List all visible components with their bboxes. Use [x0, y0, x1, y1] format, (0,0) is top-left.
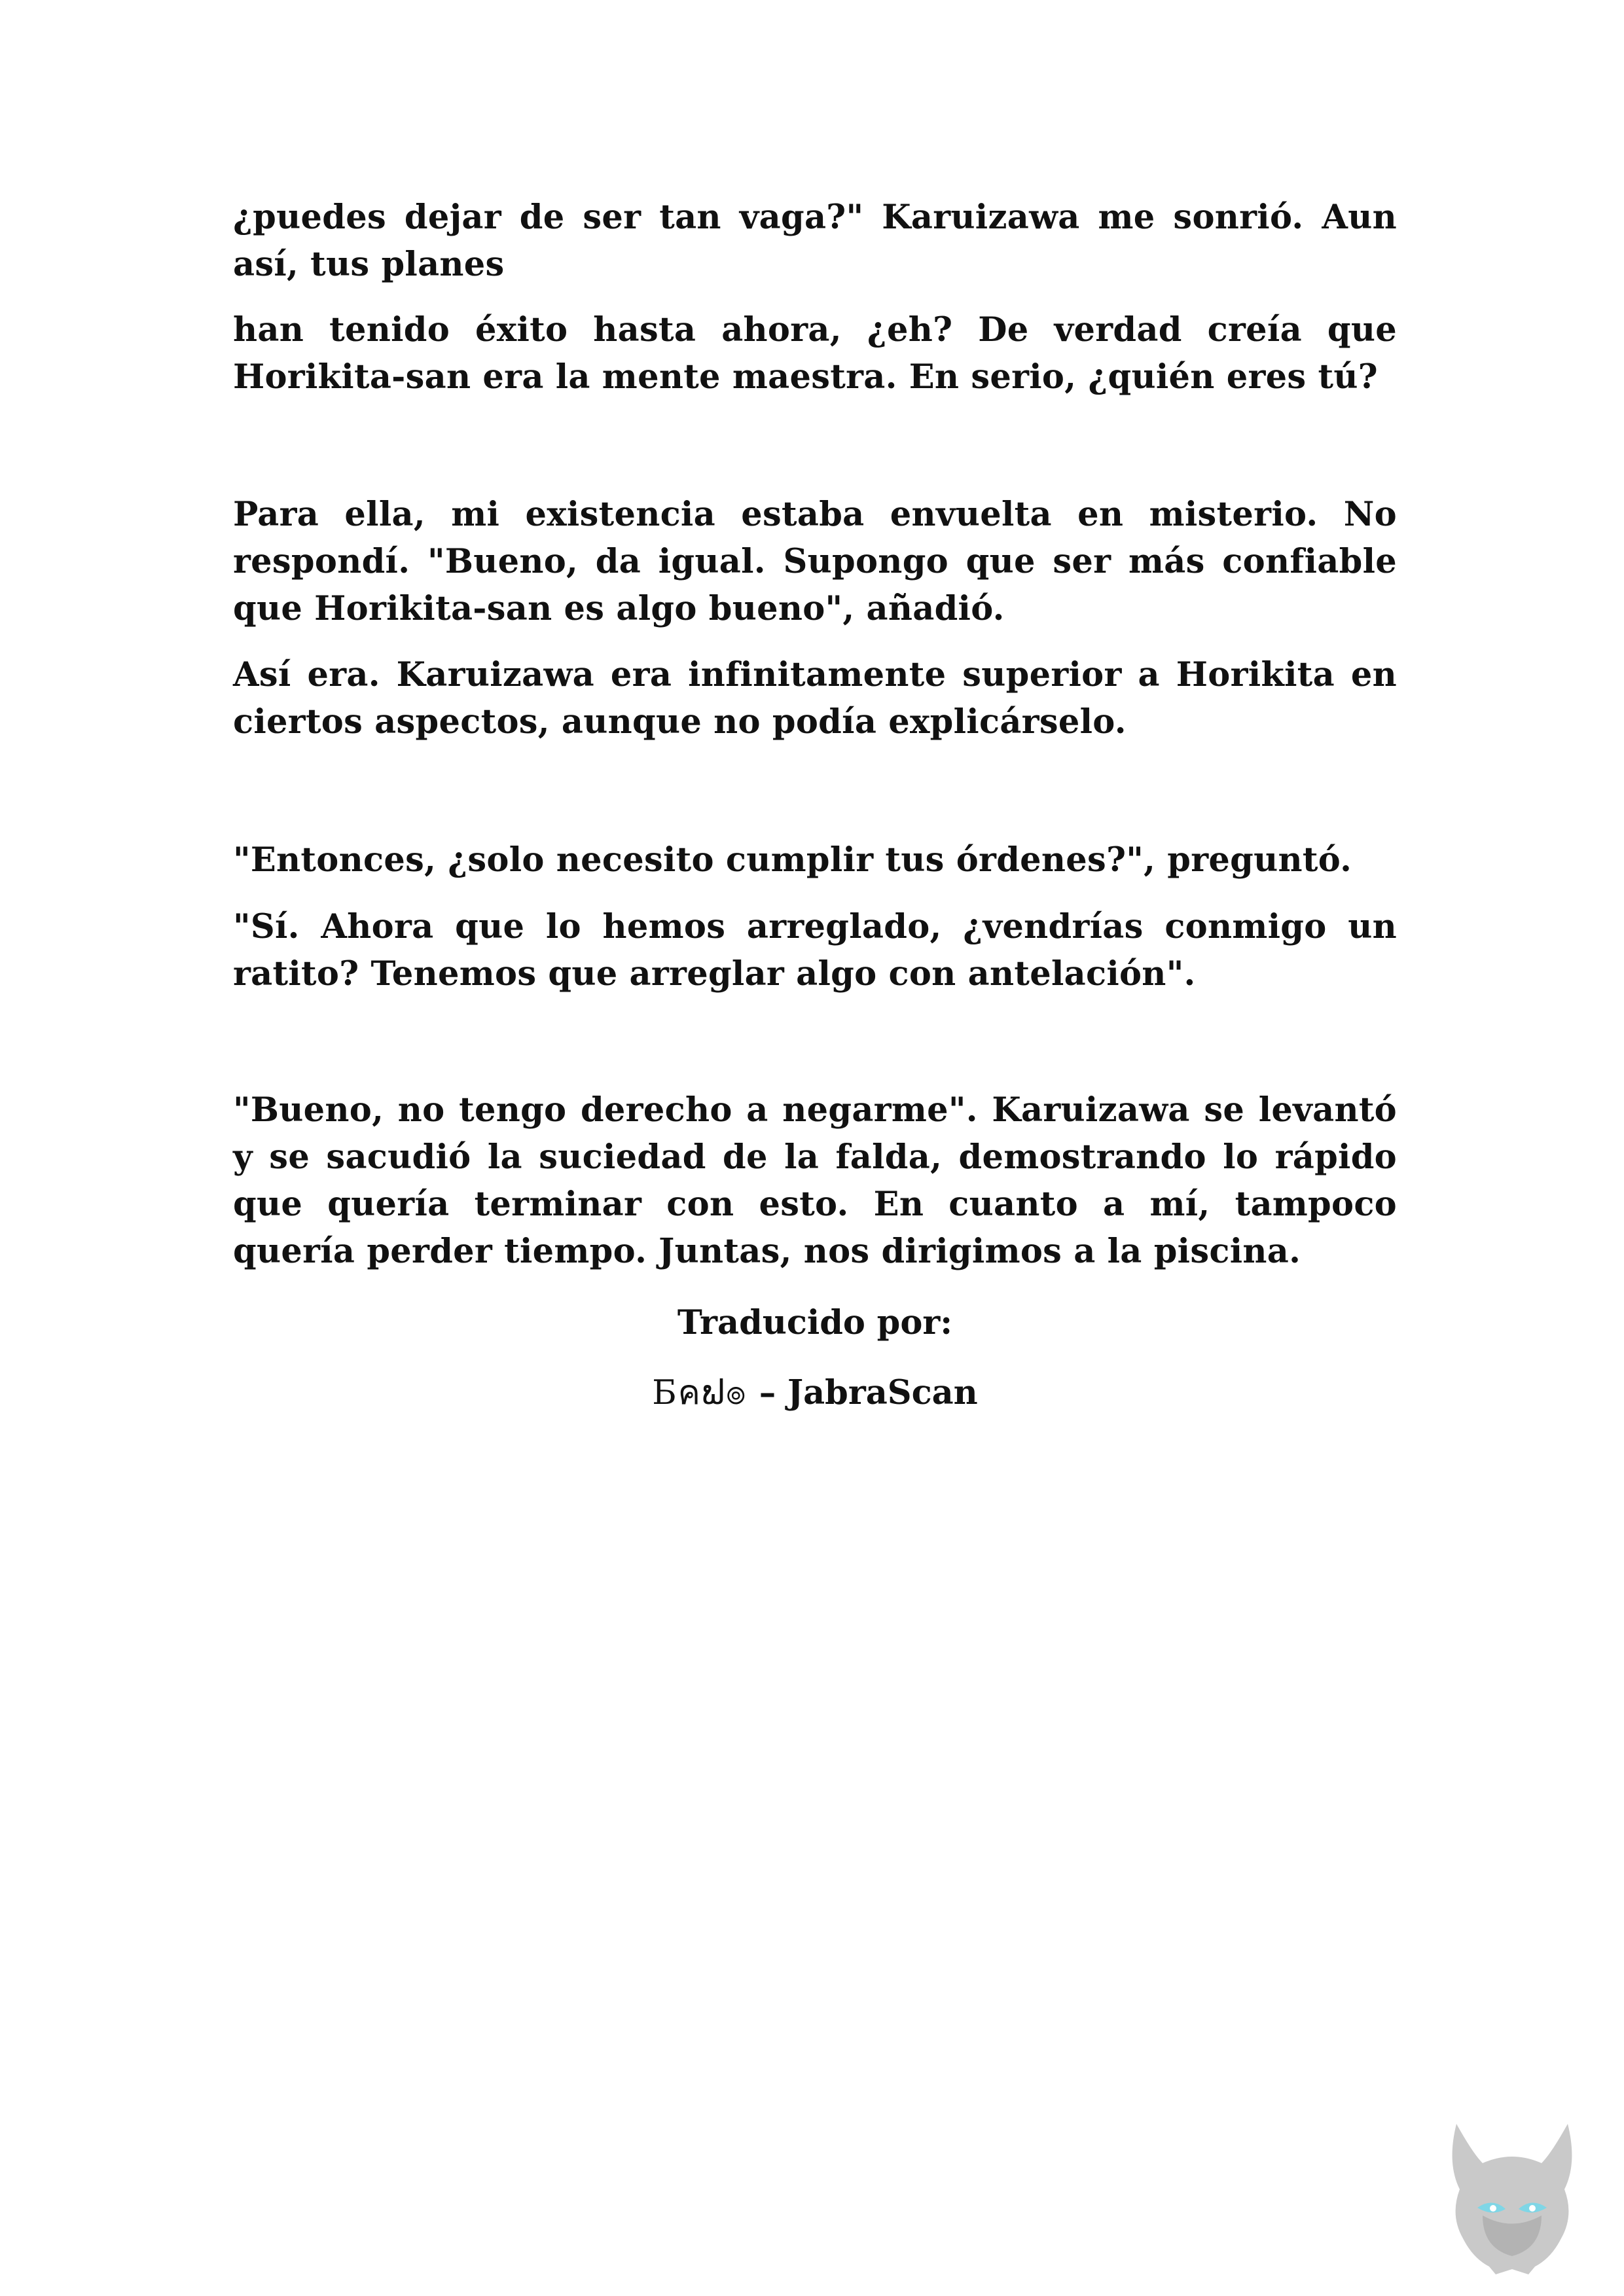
paragraph-4: [233, 651, 1397, 745]
paragraph-text: "Entonces, ¿solo necesito cumplir tus órdenes?", preguntó.: [233, 840, 1352, 880]
credits-line: [233, 1369, 1397, 1417]
group-name: JabraScan: [787, 1373, 978, 1412]
credits-label: [233, 1299, 1397, 1346]
paragraph-1: [233, 194, 1397, 288]
paragraph-7: [233, 1086, 1397, 1275]
watermark-right-pupil: [1529, 2205, 1536, 2212]
paragraph-text: ¿puedes dejar de ser tan vaga?" Karuizawa me sonrió. Aun así, tus planes: [233, 198, 1397, 284]
watermark-svg: [1437, 2117, 1587, 2281]
paragraph-text: Así era. Karuizawa era infinitamente superior a Horikita en ciertos aspectos, aunque no podía explicárselo.: [233, 655, 1397, 742]
credits-label-text: Traducido por:: [677, 1303, 953, 1342]
paragraph-6: [233, 903, 1397, 997]
paragraph-text: Para ella, mi existencia estaba envuelta en misterio. No respondí. "Bueno, da igual. Supongo que ser más confiable que Horikita-san es algo bueno", añadió.: [233, 495, 1397, 628]
demon-head-icon: [1437, 2117, 1587, 2281]
paragraph-5: [233, 836, 1397, 884]
paragraph-text: "Bueno, no tengo derecho a negarme". Karuizawa se levantó y se sacudió la suciedad de la falda, demostrando lo rápido que quería terminar con esto. En cuanto a mí, tampoco quería perder tiempo. Juntas, nos dirigimos a la piscina.: [233, 1090, 1397, 1271]
paragraph-3: [233, 491, 1397, 632]
watermark-left-pupil: [1490, 2205, 1496, 2212]
translator-name: Ƃคຟ๏: [652, 1374, 748, 1412]
paragraph-text: han tenido éxito hasta ahora, ¿eh? De verdad creía que Horikita-san era la mente maestra. En serio, ¿quién eres tú?: [233, 310, 1397, 397]
credits-separator: –: [759, 1373, 776, 1412]
paragraph-text: "Sí. Ahora que lo hemos arreglado, ¿vendrías conmigo un ratito? Tenemos que arreglar algo con antelación".: [233, 907, 1397, 994]
paragraph-2: [233, 306, 1397, 401]
